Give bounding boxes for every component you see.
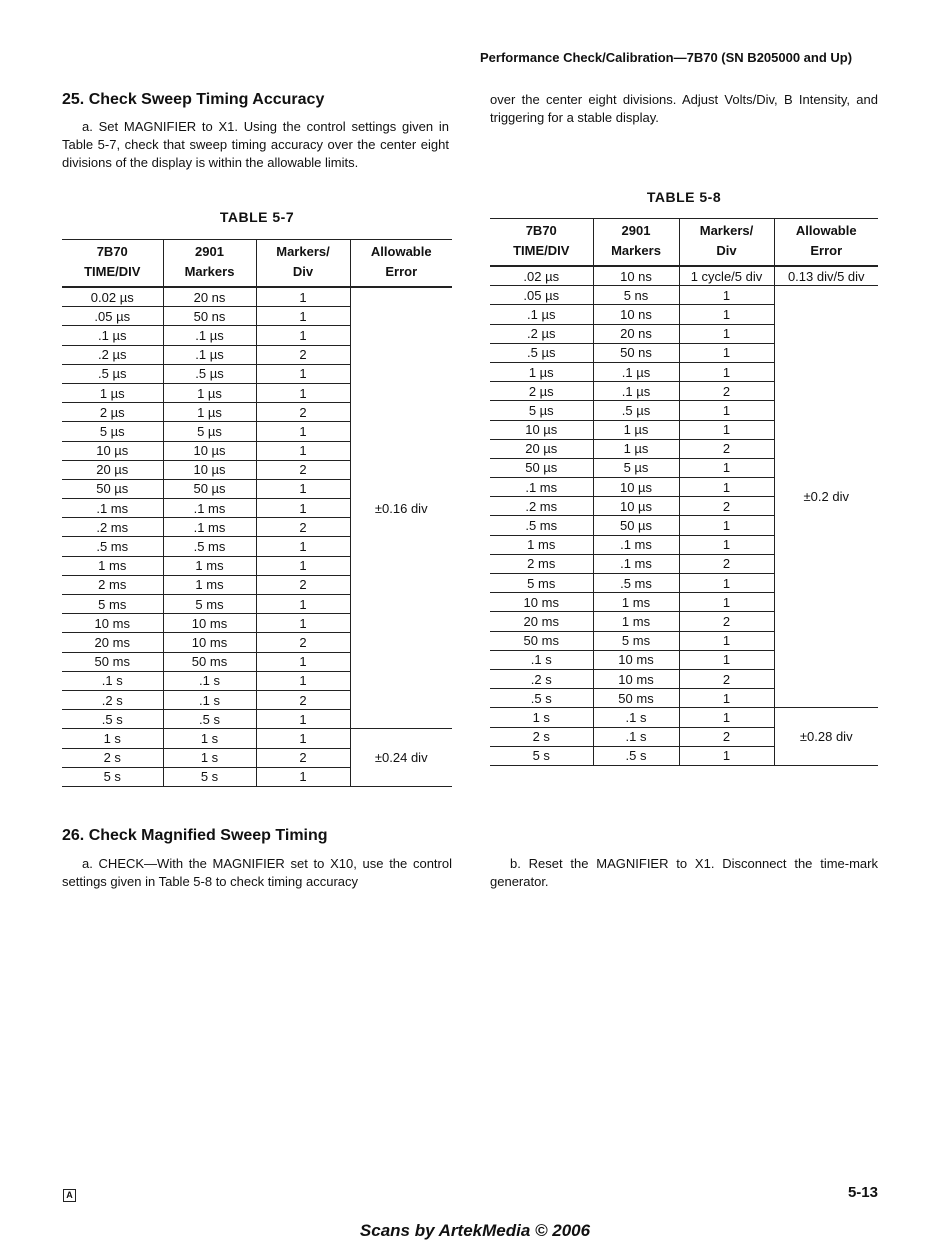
markers-cell: 50 µs <box>593 516 679 535</box>
markers-per-div-cell: 1 <box>679 746 774 765</box>
time-div-cell: .2 s <box>490 669 593 688</box>
markers-cell: 1 µs <box>593 420 679 439</box>
time-div-cell: .1 µs <box>490 305 593 324</box>
time-div-cell: 2 µs <box>490 382 593 401</box>
time-div-cell: .2 µs <box>62 345 163 364</box>
time-div-cell: 1 s <box>490 708 593 727</box>
markers-per-div-cell: 2 <box>256 518 350 537</box>
time-div-cell: 20 ms <box>490 612 593 631</box>
time-div-cell: 5 µs <box>490 401 593 420</box>
markers-cell: 10 µs <box>593 497 679 516</box>
markers-per-div-cell: 2 <box>256 690 350 709</box>
markers-per-div-cell: 2 <box>256 460 350 479</box>
markers-cell: .1 ms <box>593 535 679 554</box>
allowable-error-cell: ±0.28 div <box>774 708 878 766</box>
markers-per-div-cell: 1 <box>679 478 774 497</box>
markers-cell: 1 ms <box>163 556 256 575</box>
markers-per-div-cell: 2 <box>679 554 774 573</box>
column-header: Markers/ Div <box>256 240 350 288</box>
markers-per-div-cell: 1 <box>256 287 350 307</box>
time-div-cell: 20 µs <box>62 460 163 479</box>
markers-cell: 50 ns <box>593 343 679 362</box>
markers-per-div-cell: 1 <box>679 516 774 535</box>
markers-cell: .5 s <box>163 710 256 729</box>
time-div-cell: 2 ms <box>490 554 593 573</box>
markers-cell: 1 µs <box>163 383 256 402</box>
markers-cell: .5 µs <box>163 364 256 383</box>
allowable-error-cell: ±0.24 div <box>350 729 452 787</box>
markers-per-div-cell: 1 <box>256 556 350 575</box>
markers-cell: 10 ms <box>593 650 679 669</box>
markers-cell: 10 ns <box>593 266 679 286</box>
markers-per-div-cell: 1 <box>679 689 774 708</box>
table-row <box>490 286 878 305</box>
markers-cell: 5 µs <box>593 458 679 477</box>
table-row <box>490 266 878 286</box>
column-header: 7B70 TIME/DIV <box>62 240 163 288</box>
time-div-cell: .2 ms <box>62 518 163 537</box>
time-div-cell: .5 s <box>490 689 593 708</box>
markers-per-div-cell: 1 <box>256 326 350 345</box>
markers-cell: 10 µs <box>163 441 256 460</box>
time-div-cell: .5 s <box>62 710 163 729</box>
markers-cell: 10 µs <box>593 478 679 497</box>
time-div-cell: .02 µs <box>490 266 593 286</box>
markers-per-div-cell: 1 <box>256 307 350 326</box>
markers-cell: 20 ns <box>593 324 679 343</box>
allowable-error-cell: ±0.16 div <box>350 287 452 729</box>
time-div-cell: .1 s <box>62 671 163 690</box>
markers-per-div-cell: 2 <box>256 345 350 364</box>
time-div-cell: 10 µs <box>62 441 163 460</box>
scan-credit: Scans by ArtekMedia © 2006 <box>359 1221 591 1240</box>
markers-per-div-cell: 1 <box>256 479 350 498</box>
markers-per-div-cell: 1 <box>679 593 774 612</box>
markers-cell: .5 ms <box>593 574 679 593</box>
markers-cell: .1 s <box>163 690 256 709</box>
markers-per-div-cell: 1 <box>256 383 350 402</box>
time-div-cell: .5 µs <box>490 343 593 362</box>
running-header: Performance Check/Calibration—7B70 (SN B205000 and Up) <box>480 50 853 65</box>
table-5-8 <box>490 218 878 766</box>
table-5-7-title: TABLE 5-7 <box>219 209 295 225</box>
markers-per-div-cell: 1 <box>679 535 774 554</box>
time-div-cell: 1 µs <box>490 362 593 381</box>
markers-cell: 5 µs <box>163 422 256 441</box>
markers-cell: .1 s <box>163 671 256 690</box>
markers-per-div-cell: 1 <box>679 401 774 420</box>
time-div-cell: .2 ms <box>490 497 593 516</box>
time-div-cell: .1 ms <box>490 478 593 497</box>
time-div-cell: 1 ms <box>62 556 163 575</box>
markers-cell: 1 µs <box>163 403 256 422</box>
markers-cell: 50 µs <box>163 479 256 498</box>
markers-cell: 50 ms <box>593 689 679 708</box>
time-div-cell: .5 ms <box>62 537 163 556</box>
markers-cell: 10 ns <box>593 305 679 324</box>
markers-per-div-cell: 1 <box>256 499 350 518</box>
markers-per-div-cell: 1 <box>679 458 774 477</box>
markers-cell: 50 ns <box>163 307 256 326</box>
allowable-error-cell: ±0.2 div <box>774 286 878 708</box>
column-header: 2901 Markers <box>593 219 679 267</box>
time-div-cell: 0.02 µs <box>62 287 163 307</box>
markers-cell: .1 ms <box>163 518 256 537</box>
markers-per-div-cell: 1 <box>679 420 774 439</box>
markers-cell: 5 ms <box>593 631 679 650</box>
markers-per-div-cell: 1 <box>679 343 774 362</box>
time-div-cell: 20 µs <box>490 439 593 458</box>
markers-per-div-cell: 2 <box>256 575 350 594</box>
time-div-cell: 5 ms <box>62 595 163 614</box>
markers-cell: 1 ms <box>163 575 256 594</box>
markers-cell: .1 µs <box>163 345 256 364</box>
time-div-cell: 50 µs <box>62 479 163 498</box>
markers-cell: 1 ms <box>593 612 679 631</box>
markers-per-div-cell: 1 <box>256 422 350 441</box>
markers-cell: .1 ms <box>163 499 256 518</box>
markers-cell: 50 ms <box>163 652 256 671</box>
markers-cell: 1 s <box>163 729 256 748</box>
markers-per-div-cell: 2 <box>679 439 774 458</box>
markers-cell: 5 ms <box>163 595 256 614</box>
time-div-cell: 1 s <box>62 729 163 748</box>
time-div-cell: .05 µs <box>490 286 593 305</box>
time-div-cell: .5 ms <box>490 516 593 535</box>
markers-cell: .5 s <box>593 746 679 765</box>
markers-per-div-cell: 1 <box>256 614 350 633</box>
markers-per-div-cell: 1 <box>679 650 774 669</box>
time-div-cell: .2 s <box>62 690 163 709</box>
time-div-cell: 5 µs <box>62 422 163 441</box>
markers-per-div-cell: 2 <box>679 669 774 688</box>
markers-per-div-cell: 1 <box>679 574 774 593</box>
time-div-cell: 2 µs <box>62 403 163 422</box>
time-div-cell: .1 ms <box>62 499 163 518</box>
table-5-7 <box>62 239 452 787</box>
markers-cell: 1 µs <box>593 439 679 458</box>
markers-per-div-cell: 1 <box>679 305 774 324</box>
markers-per-div-cell: 1 cycle/5 div <box>679 266 774 286</box>
markers-per-div-cell: 1 <box>679 362 774 381</box>
time-div-cell: 10 µs <box>490 420 593 439</box>
section-26-para-a: a. CHECK—With the MAGNIFIER set to X10, use the control settings given in Table 5-8 to check timing accuracy <box>62 856 452 889</box>
time-div-cell: 20 ms <box>62 633 163 652</box>
section-25-title: 25. Check Sweep Timing Accuracy <box>62 91 325 108</box>
time-div-cell: 10 ms <box>490 593 593 612</box>
markers-cell: 5 ns <box>593 286 679 305</box>
time-div-cell: 2 ms <box>62 575 163 594</box>
markers-cell: .1 s <box>593 727 679 746</box>
section-25-para-a: a. Set MAGNIFIER to X1. Using the control settings given in Table 5-7, check that sweep timing accuracy over the center eight divisions of the display is within the allowable limits. <box>62 119 449 170</box>
markers-per-div-cell: 1 <box>256 767 350 786</box>
markers-per-div-cell: 1 <box>256 364 350 383</box>
time-div-cell: .1 µs <box>62 326 163 345</box>
time-div-cell: 50 ms <box>62 652 163 671</box>
markers-per-div-cell: 1 <box>679 708 774 727</box>
column-header: 7B70 TIME/DIV <box>490 219 593 267</box>
time-div-cell: 5 ms <box>490 574 593 593</box>
table-row <box>62 729 452 748</box>
time-div-cell: .05 µs <box>62 307 163 326</box>
markers-per-div-cell: 2 <box>256 748 350 767</box>
markers-cell: .5 µs <box>593 401 679 420</box>
markers-cell: .1 µs <box>593 362 679 381</box>
time-div-cell: 1 ms <box>490 535 593 554</box>
time-div-cell: 2 s <box>62 748 163 767</box>
table-5-8-header-row <box>490 219 878 267</box>
markers-per-div-cell: 2 <box>679 727 774 746</box>
markers-cell: 20 ns <box>163 287 256 307</box>
markers-per-div-cell: 1 <box>256 710 350 729</box>
markers-per-div-cell: 1 <box>679 324 774 343</box>
markers-cell: .1 µs <box>593 382 679 401</box>
column-header: Allowable Error <box>774 219 878 267</box>
time-div-cell: 50 ms <box>490 631 593 650</box>
markers-per-div-cell: 1 <box>256 595 350 614</box>
section-26-title: 26. Check Magnified Sweep Timing <box>62 827 328 844</box>
time-div-cell: .5 µs <box>62 364 163 383</box>
markers-per-div-cell: 2 <box>679 497 774 516</box>
time-div-cell: 2 s <box>490 727 593 746</box>
markers-per-div-cell: 1 <box>256 729 350 748</box>
markers-cell: 10 µs <box>163 460 256 479</box>
allowable-error-cell: 0.13 div/5 div <box>774 266 878 286</box>
markers-per-div-cell: 1 <box>256 671 350 690</box>
column-header: 2901 Markers <box>163 240 256 288</box>
markers-cell: 1 ms <box>593 593 679 612</box>
markers-per-div-cell: 2 <box>256 633 350 652</box>
column-header: Markers/ Div <box>679 219 774 267</box>
page-number: 5-13 <box>847 1184 878 1201</box>
time-div-cell: 5 s <box>62 767 163 786</box>
section-26-para-b: b. Reset the MAGNIFIER to X1. Disconnect the time-mark generator. <box>490 856 878 889</box>
time-div-cell: .2 µs <box>490 324 593 343</box>
markers-per-div-cell: 2 <box>679 612 774 631</box>
section-25-para-continued: over the center eight divisions. Adjust Volts/Div, B Intensity, and triggering for a stable display. <box>490 92 878 125</box>
time-div-cell: 1 µs <box>62 383 163 402</box>
markers-per-div-cell: 2 <box>256 403 350 422</box>
markers-cell: .1 ms <box>593 554 679 573</box>
markers-cell: 10 ms <box>593 669 679 688</box>
time-div-cell: 10 ms <box>62 614 163 633</box>
markers-per-div-cell: 1 <box>679 631 774 650</box>
markers-cell: 10 ms <box>163 633 256 652</box>
column-header: Allowable Error <box>350 240 452 288</box>
markers-cell: 10 ms <box>163 614 256 633</box>
time-div-cell: 50 µs <box>490 458 593 477</box>
markers-per-div-cell: 1 <box>256 652 350 671</box>
time-div-cell: .1 s <box>490 650 593 669</box>
table-5-7-header-row <box>62 240 452 288</box>
markers-per-div-cell: 1 <box>256 441 350 460</box>
markers-per-div-cell: 1 <box>256 537 350 556</box>
time-div-cell: 5 s <box>490 746 593 765</box>
markers-cell: 1 s <box>163 748 256 767</box>
markers-cell: 5 s <box>163 767 256 786</box>
markers-cell: .1 s <box>593 708 679 727</box>
markers-per-div-cell: 1 <box>679 286 774 305</box>
markers-cell: .5 ms <box>163 537 256 556</box>
markers-per-div-cell: 2 <box>679 382 774 401</box>
revision-badge: A <box>63 1189 76 1202</box>
table-5-8-title: TABLE 5-8 <box>646 189 722 205</box>
table-row <box>62 287 452 307</box>
markers-cell: .1 µs <box>163 326 256 345</box>
table-row <box>490 708 878 727</box>
